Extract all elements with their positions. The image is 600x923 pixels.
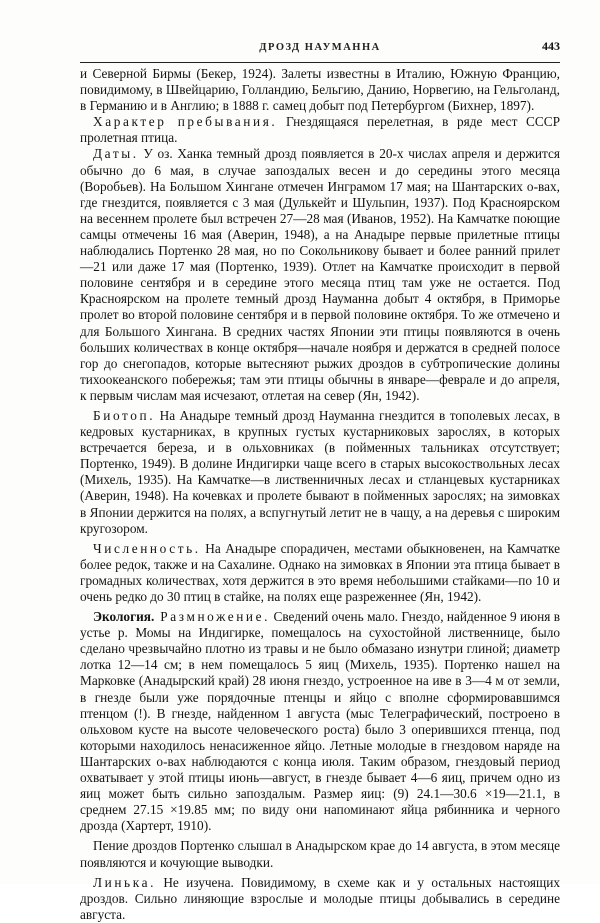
paragraph-biotope [80, 408, 560, 537]
paragraph-text: На Анадыре темный дрозд Науманна гнездится в тополевых лесах, в кедровых кустарниках, в крупных густых кустарниковых зарослях, в которых встречается береза, и в ольховниках (в пойменных тальниках отсутствует; Портенко, 1949). В долине Индигирки чаще всего в старых высокоствольных лесах (Михель, 1935). На Камчатке—в лиственничных лесах и стланцевых кустарниках (Аверин, 1948). На кочевках и пролете бывают в пойменных зарослях; на зимовках в Японии держится на полях, а вспугнутый летит не в чащу, а на деревья с широким кругозором. [80, 407, 560, 536]
paragraph-text: Сведений очень мало. Гнездо, найденное 9 июня в устье р. Момы на Индигирке, помещалось на сухостойной лиственнице, было сделано чрезвычайно плотно из травы и не было обмазано изнутри глиной; диаметр лотка 12—14 см; в нем помещалось 5 яиц (Михель, 1935). Портенко нашел на Марковке (Анадырский край) 28 июня гнездо, устроенное на иве в 3—4 м от земли, в гнезде были уже порядочные птенцы и яйцо с вполне сформировавшимся птенцом (!). В гнезде, найденном 1 августа (мыс Телеграфический, построено в ольховом кусте на высоте человеческого роста) было 3 оперившихся птенца, под которыми находилось ненасиженное яйцо. Летные молодые в гнездовом наряде на Шантарских о-вах наблюдаются с конца июля. Таким образом, гнездовый период охватывает у этой птицы июнь—август, в гнезде бывает 4—6 яиц, причем одно из яиц может быть сильно запоздалым. Размер яиц: (9) 24.1—30.6 ×19—21.1, в среднем 27.15 ×19.85 мм; по виду они напоминают яйца рябинника и черного дрозда (Хартерт, 1910). [80, 609, 560, 834]
paragraph-ecology [80, 609, 560, 834]
paragraph-text: Гнездящаяся перелетная, в ряде мест СССР пролетная птица. [80, 114, 560, 146]
paragraph-text: У оз. Ханка темный дрозд появляется в 20-х числах апреля и держится обычно до 6 мая, в случае запоздалых весен и до середины этого месяца (Воробьев). На Большом Хингане отмечен Инграмом 17 мая; на Шантарских о-вах, где гнездится, появляется с 3 мая (Дулькейт и Шульпин, 1937). Под Красноярском на весеннем пролете был встречен 27—28 мая (Иванов, 1952). На Камчатке поющие самцы отмечены 16 мая (Аверин, 1948), а на Анадыре первые прилетные птицы наблюдались Портенко 28 мая, но по Сокольникову бывает и более ранний прилет—21 или даже 17 мая (Портенко, 1939). Отлет на Камчатке происходит в первой половине сентября и в середине этого месяца птиц там уже не остается. Под Красноярском на пролете темный дрозд Науманна добыт 4 октября, в Приморье пролет во второй половине сентября и в первой половине октября. То же отмечено и для Большого Хингана. В средних частях Японии эти птицы появляются в очень больших количествах в конце октября—начале ноября и держатся в средней полосе гор до снегопадов, которые вытесняют рыжих дроздов в субтропические долины тихоокеанского побережья; там эти птицы обычны в январе—феврале и до апреля, к первым числам мая исчезают, отлетая на север (Ян, 1942). [80, 146, 560, 403]
section-heading-dates: Даты. [93, 146, 139, 162]
running-title: ДРОЗД НАУМАННА [259, 42, 381, 53]
paragraph-text: На Анадыре спорадичен, местами обыкновенен, на Камчатке более редок, также и на Сахалине. Однако на зимовках в Японии эта птица бывает в громадных количествах, хотя держится в это время небольшими стайками—по 10 и очень редко до 30 птиц в стайке, на полях еще разреженнее (Ян, 1942). [80, 540, 560, 604]
paragraph-text: Пение дроздов Портенко слышал в Анадырском крае до 14 августа, в этом месяце появляются и кочующие выводки. [80, 838, 560, 870]
section-heading-molt: Линька. [93, 874, 156, 890]
paragraph-text: Не изучена. Повидимому, в схеме как и у остальных настоящих дроздов. Сильно линяющие взрослые и молодые птицы добывались в середине августа. [80, 874, 560, 922]
paragraph-song [80, 838, 560, 870]
paragraph-molt [80, 875, 560, 923]
section-heading-residence: Характер пребывания. [93, 114, 278, 130]
section-heading-breeding: Размножение. [154, 609, 271, 625]
body-text [80, 66, 560, 923]
paragraph-text: и Северной Бирмы (Бекер, 1924). Залеты известны в Италию, Южную Францию, повидимому, в Швейцарию, Голландию, Бельгию, Данию, Норвегию, на Гельголанд, в Германию и в Англию; в 1888 г. самец добыт под Петербургом (Бихнер, 1897). [80, 66, 560, 114]
page-number: 443 [542, 39, 560, 53]
section-heading-ecology: Экология. [93, 609, 155, 625]
section-heading-abundance: Численность. [93, 540, 201, 556]
paragraph-distribution-end [80, 66, 560, 114]
section-heading-biotope: Биотоп. [93, 407, 156, 423]
paragraph-abundance [80, 541, 560, 605]
paragraph-dates [80, 146, 560, 404]
paragraph-residence [80, 114, 560, 146]
page-header [80, 28, 560, 63]
